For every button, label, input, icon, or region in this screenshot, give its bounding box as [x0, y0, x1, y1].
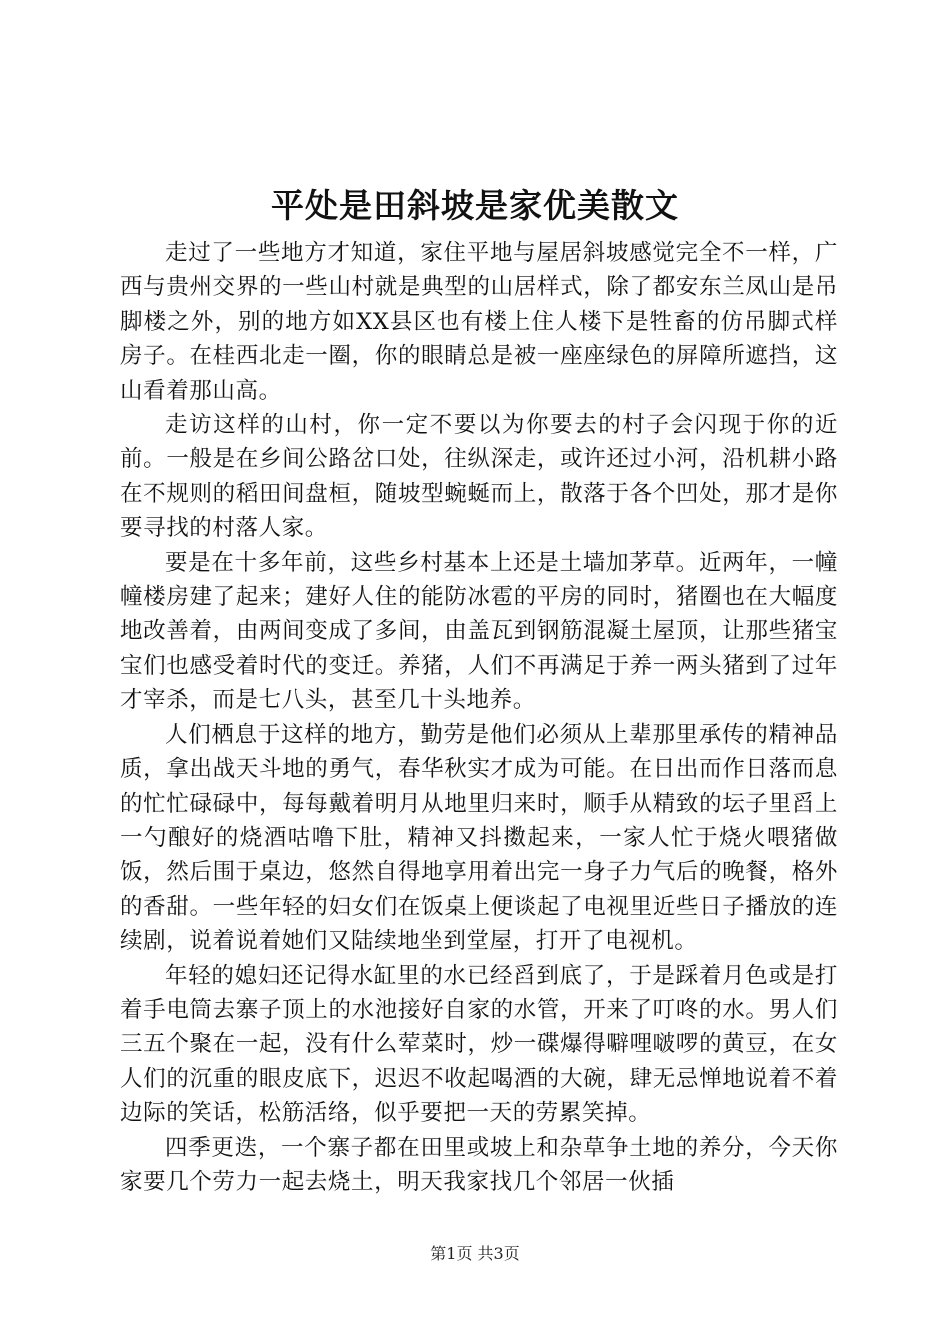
paragraph-1: 走过了一些地方才知道，家住平地与屋居斜坡感觉完全不一样，广西与贵州交界的一些山村就是典型的山居样式，除了都安东兰凤山是吊脚楼之外，别的地方如XX县区也有楼上住人楼下是牲畜的仿吊脚式样房子。在桂西北走一圈，你的眼睛总是被一座座绿色的屏障所遮挡，这山看着那山高。 [120, 240, 838, 404]
paragraph-5: 年轻的媳妇还记得水缸里的水已经舀到底了，于是踩着月色或是打着手电筒去寨子顶上的水池接好自家的水管，开来了叮咚的水。男人们三五个聚在一起，没有什么荤菜时，炒一碟爆得噼哩啵啰的黄豆，在女人们的沉重的眼皮底下，迟迟不收起喝酒的大碗，肆无忌惮地说着不着边际的笑话，松筋活络，似乎要把一天的劳累笑掉。 [120, 962, 838, 1127]
paragraph-4: 人们栖息于这样的地方，勤劳是他们必须从上辈那里承传的精神品质，拿出战天斗地的勇气，春华秋实才成为可能。在日出而作日落而息的忙忙碌碌中，每每戴着明月从地里归来时，顺手从精致的坛子里舀上一勺酿好的烧酒咕噜下肚，精神又抖擞起来，一家人忙于烧火喂猪做饭，然后围于桌边，悠然自得地享用着出完一身子力气后的晚餐，格外的香甜。一些年轻的妇女们在饭桌上便谈起了电视里近些日子播放的连续剧，说着说着她们又陆续地坐到堂屋，打开了电视机。 [120, 721, 838, 955]
paragraph-2: 走访这样的山村，你一定不要以为你要去的村子会闪现于你的近前。一般是在乡间公路岔口处，往纵深走，或许还过小河，沿机耕小路在不规则的稻田间盘桓，随坡型蜿蜒而上，散落于各个凹处，那才是你要寻找的村落人家。 [120, 412, 838, 542]
paragraph-6: 四季更迭，一个寨子都在田里或坡上和杂草争土地的养分，今天你家要几个劳力一起去烧土，明天我家找几个邻居一伙插 [120, 1134, 838, 1195]
paragraph-3: 要是在十多年前，这些乡村基本上还是土墙加茅草。近两年，一幢幢楼房建了起来；建好人住的能防冰雹的平房的同时，猪圈也在大幅度地改善着，由两间变成了多间，由盖瓦到钢筋混凝土屋顶，让那些猪宝宝们也感受着时代的变迁。养猪，人们不再满足于养一两头猪到了过年才宰杀，而是七八头，甚至几十头地养。 [120, 549, 838, 714]
document-body [120, 236, 838, 1199]
page-footer: 第1页 共3页 [430, 1244, 520, 1263]
document-title: 平处是田斜坡是家优美散文 [271, 186, 679, 225]
